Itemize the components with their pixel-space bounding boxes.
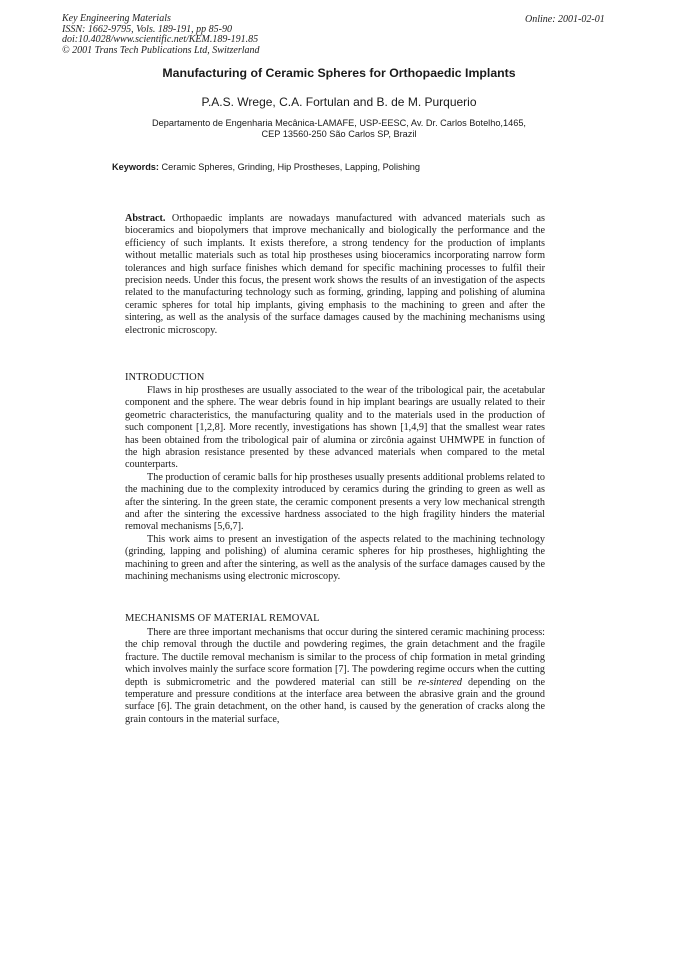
copyright-line: © 2001 Trans Tech Publications Ltd, Switzerland [62, 44, 260, 56]
intro-paragraph-1: Flaws in hip prostheses are usually associated to the wear of the tribological pair, the acetabular component and the sphere. The wear debris found in hip implant bearings are usually related to their geometric characteristics, the manufacturing quality and to the materials used in the production of such component [1,2,8]. More recently, investigations has shown [1,4,9] that the smallest wear rates has been obtained from the tribological pair of alumina or zircônia against UHMWPE in function of the high abrasion resistance presented by these advanced materials when compared to the metal counterparts. [125, 385, 545, 471]
mechanisms-text-a: There are three important mechanisms that occur during the sintered ceramic machining process: the chip removal through the ductile and powdering regimes, the grain detachment and the fragile fracture. The ductile removal mechanism is similar to the process of chip formation in metal grinding which involves mainly the surface score formation [7]. The powdering regime occurs when the cutting depth is submicrometric and the powdered material can still be [125, 627, 545, 688]
abstract-text: Orthopaedic implants are nowadays manufactured with advanced materials such as bioceramics and biopolymers that improve mechanically and biologically the performance and the efficiency of such implants. It exists therefore, a strong tendency for the production of implants without metallic materials such as total hip prostheses using bioceramics incorporating narrow form tolerances and high surface finishes which demand for specific machining processes to fulfil their precision needs. Under this focus, the present work shows the results of an investigation of the aspects related to the manufacturing technology such as forming, grinding, lapping and polishing of alumina ceramic spheres for total hip implants, giving emphasis to the machining to green and after the sintering, as well as the analysis of the surface damages caused by the machining mechanisms using electronic microscopy. [125, 213, 545, 336]
mechanisms-text-b: depending on the temperature and pressure conditions at the interface area between the abrasive grain and the ground surface [6]. The grain detachment, on the other hand, is caused by the generation of cracks along the grain contours in the material surface, [125, 676, 546, 725]
abstract [125, 213, 545, 337]
keywords [112, 162, 420, 172]
mechanisms-body [125, 627, 545, 726]
mechanisms-paragraph-1 [125, 627, 545, 726]
journal-name: Key Engineering Materials [62, 13, 171, 24]
mechanisms-emphasis: re-sintered [418, 676, 462, 688]
abstract-label: Abstract. [125, 213, 166, 224]
keywords-list: Ceramic Spheres, Grinding, Hip Prostheses, Lapping, Polishing [161, 162, 420, 172]
online-date: Online: 2001-02-01 [525, 14, 605, 25]
affiliation-line-2: CEP 13560-250 São Carlos SP, Brazil [261, 129, 417, 139]
paper-title: Manufacturing of Ceramic Spheres for Orthopaedic Implants [162, 66, 516, 80]
affiliation-line-1: Departamento de Engenharia Mecânica-LAMAFE, USP-EESC, Av. Dr. Carlos Botelho,1465, [152, 118, 526, 128]
mechanisms-heading: MECHANISMS OF MATERIAL REMOVAL [125, 613, 320, 624]
intro-paragraph-3: This work aims to present an investigation of the aspects related to the machining technology (grinding, lapping and polishing) of alumina ceramic spheres for hip prostheses, highlighting the machining to green and after the sintering, as well as the analysis of the surface damages caused by the machining mechanisms using electronic microscopy. [125, 533, 545, 583]
paper-authors: P.A.S. Wrege, C.A. Fortulan and B. de M. Purquerio [201, 95, 477, 109]
intro-paragraph-2: The production of ceramic balls for hip prostheses usually presents additional problems related to the machining due to the complexity introduced by ceramics during the grinding to green as well as after the sintering. In the green state, the ceramic component presents a very low mechanical strength and after the sintering the excessive hardness associated to the high fragility hinders the material removal mechanisms [5,6,7]. [125, 471, 545, 533]
introduction-body [125, 385, 545, 584]
issn-line: ISSN: 1662-9795, Vols. 189-191, pp 85-90 [62, 23, 232, 35]
header-citation [62, 14, 260, 56]
introduction-heading: INTRODUCTION [125, 372, 205, 383]
keywords-label: Keywords: [112, 162, 159, 172]
affiliation [0, 118, 678, 140]
doi-line: doi:10.4028/www.scientific.net/KEM.189-191.85 [62, 34, 259, 46]
